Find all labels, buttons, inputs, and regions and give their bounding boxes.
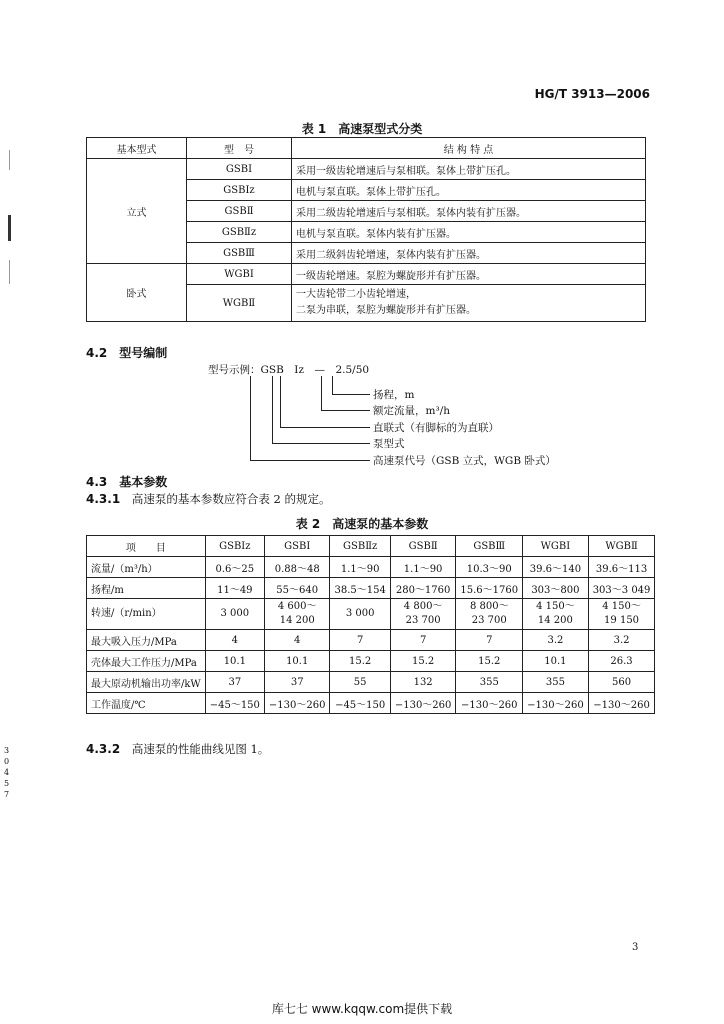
paragraph-number: 4.3.1 xyxy=(86,492,121,506)
paragraph-text: 高速泵的性能曲线见图 1。 xyxy=(131,742,270,756)
table1-header-cell: 基本型式 xyxy=(87,138,187,159)
table2-value-cell xyxy=(264,599,330,630)
table2-value-cell: 4 xyxy=(205,630,264,651)
table2-value-cell: 3.2 xyxy=(523,630,589,651)
table1-header-cell: 型 号 xyxy=(187,138,292,159)
table-row xyxy=(87,159,646,180)
table2-value-cell: 26.3 xyxy=(588,651,655,672)
doc-code: HG/T 3913—2006 xyxy=(534,87,650,101)
table2-value-line: 4 600～ xyxy=(277,601,317,612)
table2-header-cell: 项 目 xyxy=(87,536,206,557)
diagram-line xyxy=(250,460,370,461)
table2-value-cell: 355 xyxy=(523,672,589,693)
table1-header-row xyxy=(87,138,646,159)
section-4-2-heading: 4.2 型号编制 xyxy=(86,346,168,360)
table2-value-line: 4 150～ xyxy=(602,601,641,612)
table-row xyxy=(87,630,655,651)
margin-mark: 0 xyxy=(4,757,10,766)
table1-feature-cell: 电机与泵直联。泵体上带扩压孔。 xyxy=(292,180,646,201)
table2-value-cell: 3.2 xyxy=(588,630,655,651)
table1-feature-line: 二泵为串联，泵腔为螺旋形并有扩压器。 xyxy=(296,305,476,316)
table1-feature-line: 一大齿轮带二小齿轮增速， xyxy=(296,289,416,300)
table1-type-cell: 卧式 xyxy=(87,264,187,322)
diagram-line xyxy=(280,376,281,427)
table2-item-cell: 扬程/m xyxy=(87,578,206,599)
table2-item-cell: 壳体最大工作压力/MPa xyxy=(87,651,206,672)
table2-value-cell: 15.6～1760 xyxy=(456,578,523,599)
margin-mark: 4 xyxy=(4,768,10,777)
table2-value-cell xyxy=(390,599,456,630)
table2-header-cell: GSBⅡz xyxy=(330,536,390,557)
table2-value-cell: 355 xyxy=(456,672,523,693)
table2-value-line: 14 200 xyxy=(279,615,315,626)
table2-value-cell: 4 xyxy=(264,630,330,651)
table2-caption: 表 2 高速泵的基本参数 xyxy=(295,517,429,531)
paragraph-4-3-2 xyxy=(86,741,269,757)
table2-value-cell: 303～800 xyxy=(523,578,589,599)
table2-value-cell: −130～260 xyxy=(264,693,330,714)
table2-value-cell: 132 xyxy=(390,672,456,693)
table1-model-cell: GSBⅡz xyxy=(187,222,292,243)
table2-value-cell: 15.2 xyxy=(330,651,390,672)
table2 xyxy=(86,535,655,714)
table-row xyxy=(87,264,646,285)
diagram-label: 额定流量，m³/h xyxy=(373,405,450,417)
table1-caption: 表 1 高速泵型式分类 xyxy=(301,122,423,136)
diagram-line xyxy=(272,376,273,443)
table1-model-cell: GSBⅡ xyxy=(187,201,292,222)
margin-marks xyxy=(4,745,12,800)
table1-model-cell: GSBⅠ xyxy=(187,159,292,180)
table1-model-cell: WGBⅠ xyxy=(187,264,292,285)
diagram-label: 高速泵代号（GSB 立式，WGB 卧式） xyxy=(373,455,556,467)
table2-value-cell: −130～260 xyxy=(523,693,589,714)
table2-value-line: 19 150 xyxy=(604,615,640,626)
table1-feature-cell: 采用一级齿轮增速后与泵相联。泵体上带扩压孔。 xyxy=(292,159,646,180)
table1-feature-cell: 电机与泵直联。泵体内装有扩压器。 xyxy=(292,222,646,243)
table2-value-line: 4 800～ xyxy=(403,601,443,612)
paragraph-4-3-1 xyxy=(86,491,330,507)
table2-item-cell: 最大吸入压力/MPa xyxy=(87,630,206,651)
table2-item-cell: 流量/（m³/h） xyxy=(87,557,206,578)
table-row xyxy=(87,557,655,578)
table2-value-cell: 39.6～140 xyxy=(523,557,589,578)
table2-value-line: 4 150～ xyxy=(536,601,575,612)
table2-value-cell: 7 xyxy=(456,630,523,651)
table1-header-cell: 结 构 特 点 xyxy=(292,138,646,159)
table2-value-line: 23 700 xyxy=(471,615,507,626)
table2-value-line: 23 700 xyxy=(405,615,441,626)
table2-value-cell: 1.1～90 xyxy=(330,557,390,578)
paragraph-text: 高速泵的基本参数应符合表 2 的规定。 xyxy=(131,492,331,506)
model-example: 型号示例：GSB Ⅰz — 2.5/50 xyxy=(208,364,370,376)
table2-value-cell: 1.1～90 xyxy=(390,557,456,578)
margin-mark: 5 xyxy=(4,779,10,788)
table1-model-cell: GSBⅢ xyxy=(187,243,292,264)
diagram-line xyxy=(332,394,370,395)
table2-value-cell xyxy=(588,599,655,630)
table1-feature-cell xyxy=(292,285,646,322)
section-4-3-heading: 4.3 基本参数 xyxy=(86,475,168,489)
table-row xyxy=(87,651,655,672)
page-number: 3 xyxy=(632,942,639,953)
table2-value-line: 8 800～ xyxy=(469,601,509,612)
table1-model-cell: WGBⅡ xyxy=(187,285,292,322)
table2-value-cell: −130～260 xyxy=(390,693,456,714)
table2-value-cell: 0.88～48 xyxy=(264,557,330,578)
table-row xyxy=(87,599,655,630)
table2-value-cell: 10.1 xyxy=(264,651,330,672)
margin-mark: 7 xyxy=(4,790,10,799)
diagram-label: 泵型式 xyxy=(373,438,405,450)
table2-value-cell: −130～260 xyxy=(456,693,523,714)
diagram-line xyxy=(250,376,251,460)
table2-value-cell: 37 xyxy=(205,672,264,693)
table2-value-cell: 55～640 xyxy=(264,578,330,599)
table2-value-cell: 38.5～154 xyxy=(330,578,390,599)
scan-edge-mark xyxy=(9,150,10,170)
table2-header-cell: GSBⅢ xyxy=(456,536,523,557)
table2-value-cell: −45～150 xyxy=(205,693,264,714)
table2-value-cell: 7 xyxy=(330,630,390,651)
table2-value-line: 14 200 xyxy=(537,615,573,626)
diagram-line xyxy=(280,427,370,428)
diagram-label: 扬程，m xyxy=(373,389,415,401)
diagram-line xyxy=(321,410,370,411)
table2-value-cell: 15.2 xyxy=(390,651,456,672)
table2-value-cell: 3 000 xyxy=(330,599,390,630)
table1-feature-cell: 一级齿轮增速。泵腔为螺旋形并有扩压器。 xyxy=(292,264,646,285)
table2-value-cell: 55 xyxy=(330,672,390,693)
table2-value-cell: 280～1760 xyxy=(390,578,456,599)
diagram-line xyxy=(332,376,333,394)
table1-feature-cell: 采用二级齿轮增速后与泵相联。泵体内装有扩压器。 xyxy=(292,201,646,222)
table1-model-cell: GSBⅠz xyxy=(187,180,292,201)
table2-value-cell: 37 xyxy=(264,672,330,693)
table2-value-cell: 10.1 xyxy=(205,651,264,672)
table2-value-cell: 39.6～113 xyxy=(588,557,655,578)
table2-header-cell: GSBⅠz xyxy=(205,536,264,557)
table2-value-cell: −45～150 xyxy=(330,693,390,714)
table2-value-cell xyxy=(456,599,523,630)
diagram-label: 直联式（有脚标的为直联） xyxy=(373,422,499,434)
table2-value-cell: 0.6～25 xyxy=(205,557,264,578)
footer-text: 库七七 www.kqqw.com提供下载 xyxy=(271,1002,453,1016)
table-row xyxy=(87,672,655,693)
table2-header-cell: GSBⅠ xyxy=(264,536,330,557)
table1-type-cell: 立式 xyxy=(87,159,187,264)
table2-value-cell: 10.3～90 xyxy=(456,557,523,578)
table-row xyxy=(87,693,655,714)
table2-value-cell: 3 000 xyxy=(205,599,264,630)
table2-header-cell: GSBⅡ xyxy=(390,536,456,557)
margin-mark: 3 xyxy=(4,746,10,755)
table1-feature-cell: 采用二级斜齿轮增速，泵体内装有扩压器。 xyxy=(292,243,646,264)
table2-value-cell: 10.1 xyxy=(523,651,589,672)
table2-item-cell: 最大原动机输出功率/kW xyxy=(87,672,206,693)
scan-edge-mark xyxy=(9,260,10,284)
table1 xyxy=(86,137,646,322)
table2-value-cell xyxy=(523,599,589,630)
diagram-line xyxy=(272,443,370,444)
diagram-line xyxy=(321,376,322,410)
table2-header-row xyxy=(87,536,655,557)
table2-value-cell: 560 xyxy=(588,672,655,693)
table2-value-cell: 15.2 xyxy=(456,651,523,672)
table2-value-cell: 11～49 xyxy=(205,578,264,599)
paragraph-number: 4.3.2 xyxy=(86,742,121,756)
table2-value-cell: 7 xyxy=(390,630,456,651)
table2-item-cell: 工作温度/℃ xyxy=(87,693,206,714)
table-row xyxy=(87,578,655,599)
table2-header-cell: WGBⅡ xyxy=(588,536,655,557)
table2-value-cell: −130～260 xyxy=(588,693,655,714)
table2-value-cell: 303～3 049 xyxy=(588,578,655,599)
table2-item-cell: 转速/（r/min） xyxy=(87,599,206,630)
scan-edge-mark xyxy=(8,215,11,241)
table2-header-cell: WGBⅠ xyxy=(523,536,589,557)
